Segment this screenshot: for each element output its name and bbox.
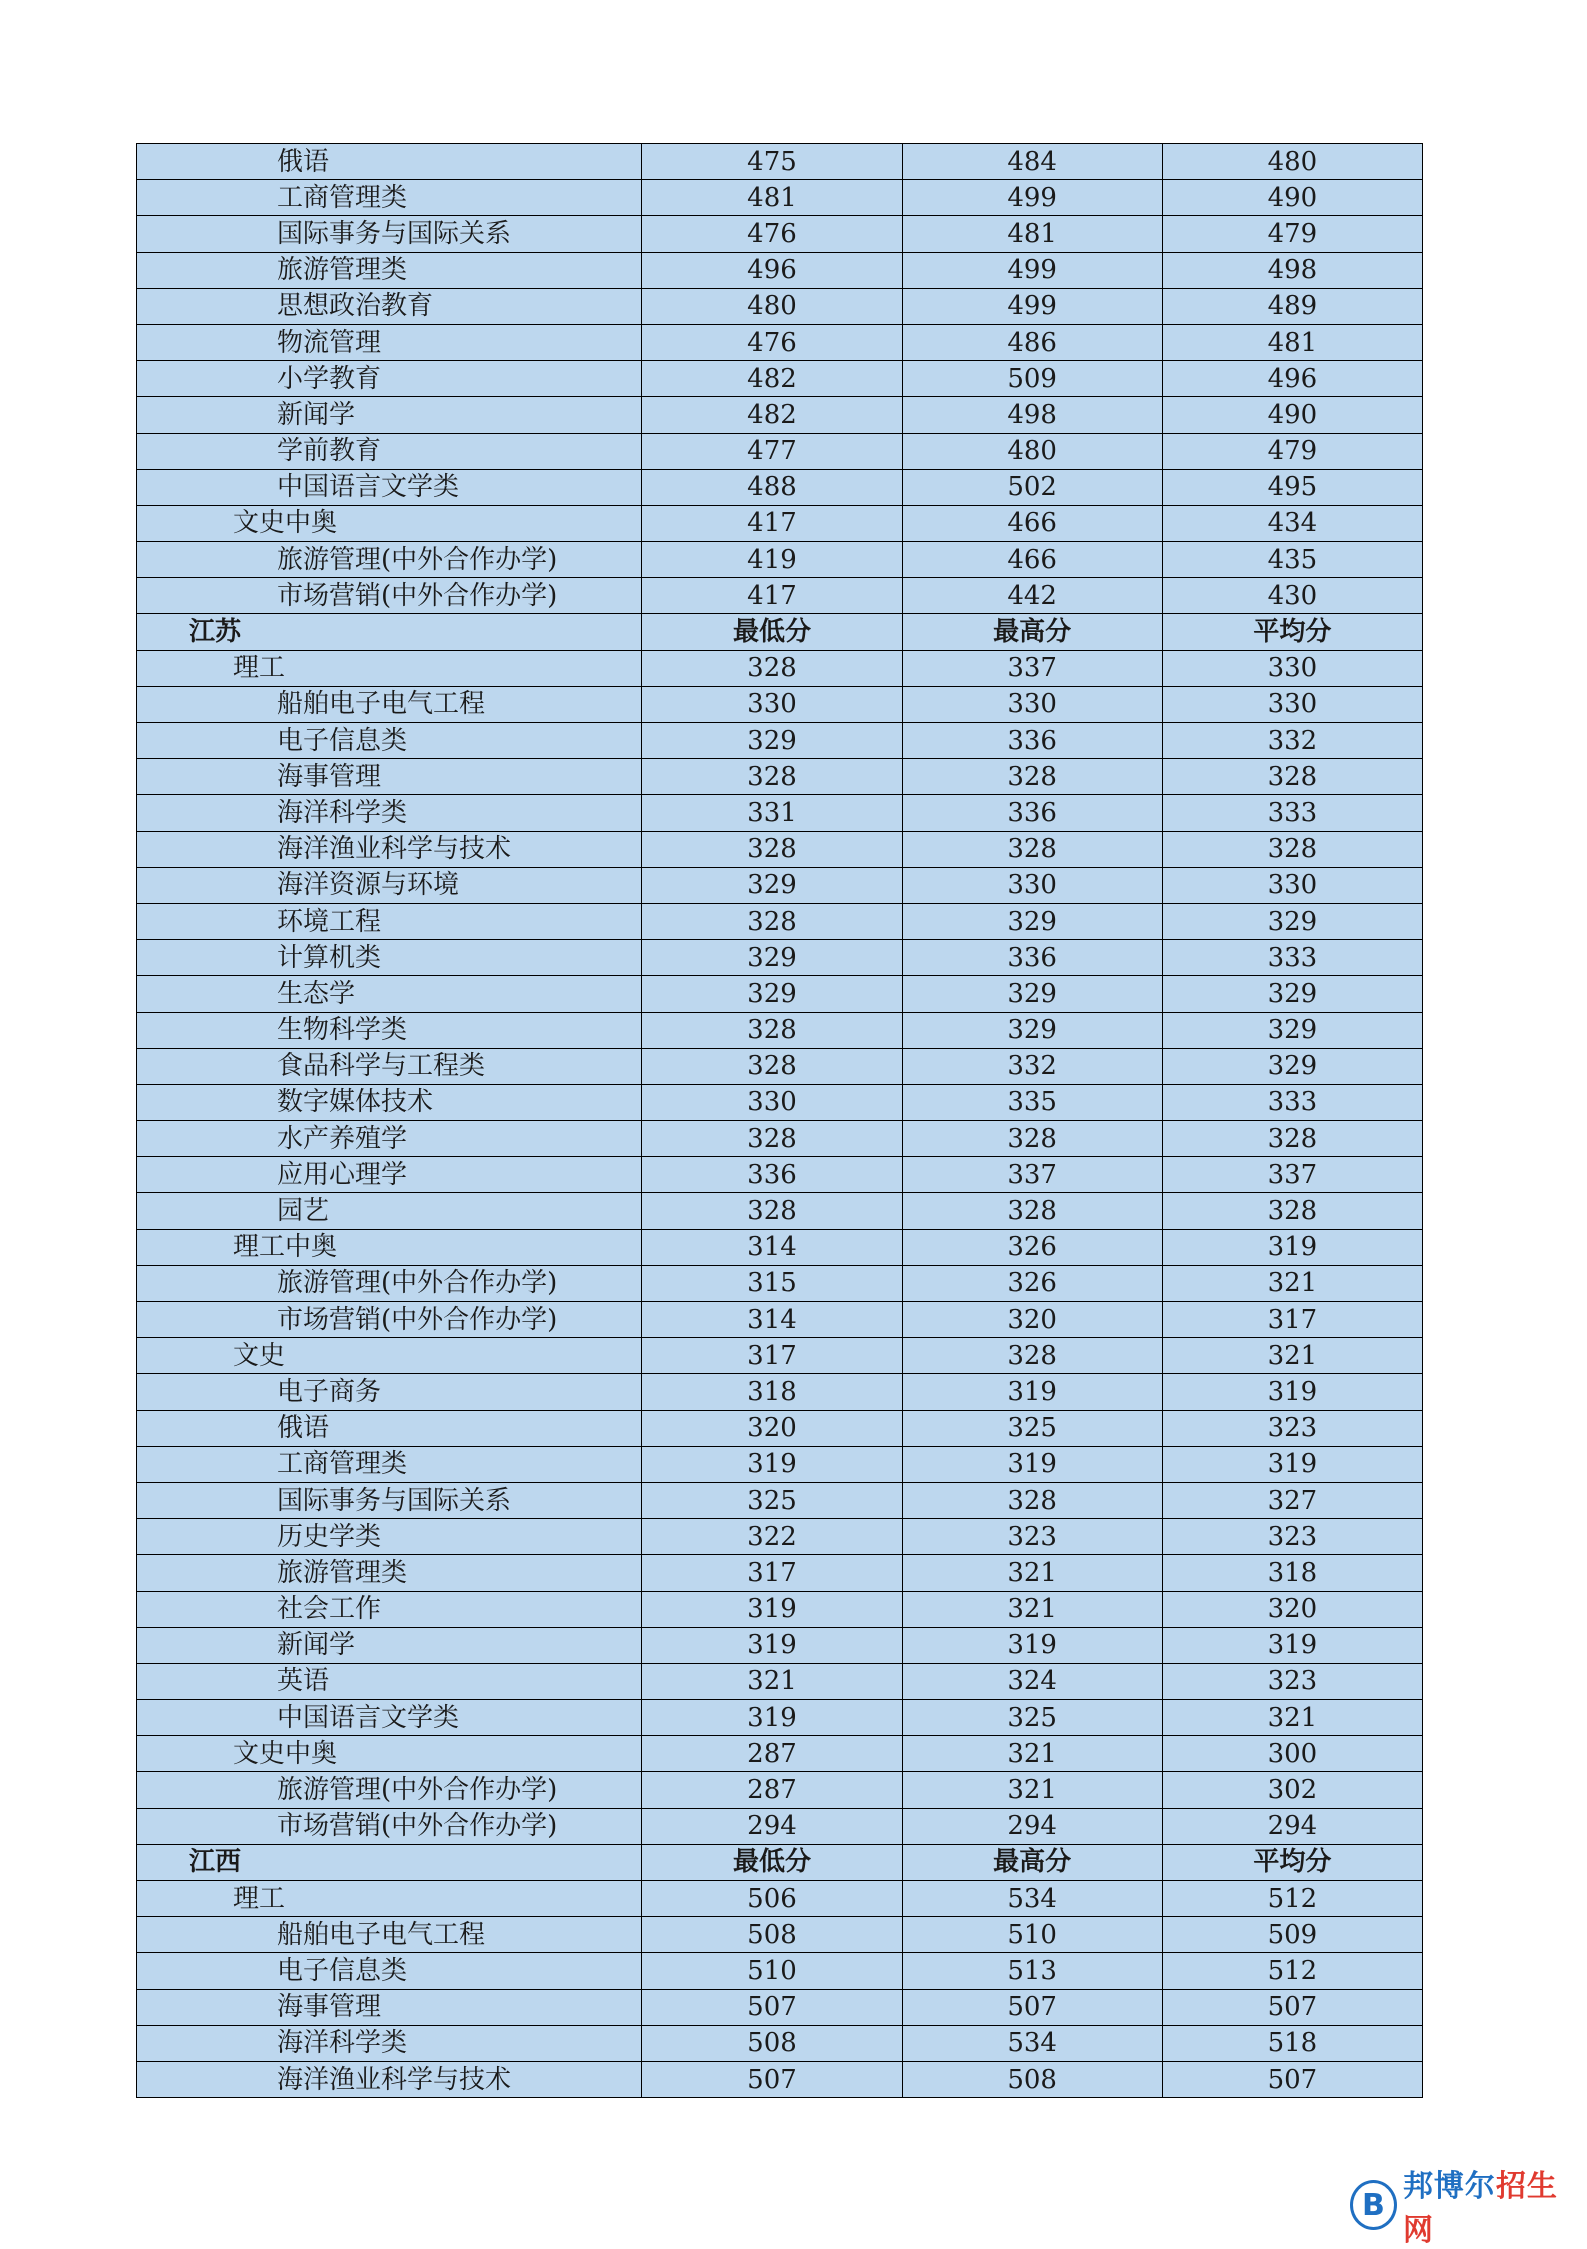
table-row (137, 723, 1423, 759)
row-min-score-cell: 477 (642, 433, 902, 469)
row-name-cell: 海洋科学类 (137, 795, 642, 831)
row-avg-score-cell: 323 (1162, 1410, 1422, 1446)
row-name-cell: 水产养殖学 (137, 1121, 642, 1157)
row-name-cell: 文史中奥 (137, 1736, 642, 1772)
table-row (137, 252, 1423, 288)
row-min-score-cell: 507 (642, 1989, 902, 2025)
table-row (137, 578, 1423, 614)
row-avg-score-cell: 294 (1162, 1808, 1422, 1844)
row-avg-score-cell: 434 (1162, 505, 1422, 541)
row-max-score-cell: 499 (902, 252, 1162, 288)
row-name-cell: 物流管理 (137, 324, 642, 360)
row-max-score-cell: 466 (902, 542, 1162, 578)
row-max-score-cell: 499 (902, 180, 1162, 216)
table-row (137, 1121, 1423, 1157)
table-row (137, 180, 1423, 216)
table-row (137, 288, 1423, 324)
table-row (137, 1663, 1423, 1699)
row-max-score-cell: 332 (902, 1048, 1162, 1084)
row-avg-score-cell: 496 (1162, 361, 1422, 397)
row-max-score-cell: 336 (902, 723, 1162, 759)
province-header-row (137, 1844, 1423, 1880)
row-name-cell: 海洋渔业科学与技术 (137, 831, 642, 867)
row-min-score-cell: 417 (642, 578, 902, 614)
row-avg-score-cell: 512 (1162, 1953, 1422, 1989)
row-min-score-cell: 488 (642, 469, 902, 505)
row-max-score-cell: 319 (902, 1374, 1162, 1410)
row-max-score-cell: 507 (902, 1989, 1162, 2025)
row-max-score-cell: 最高分 (902, 614, 1162, 650)
row-name-cell: 旅游管理类 (137, 252, 642, 288)
table-row (137, 686, 1423, 722)
row-avg-score-cell: 495 (1162, 469, 1422, 505)
row-avg-score-cell: 321 (1162, 1700, 1422, 1736)
row-min-score-cell: 287 (642, 1772, 902, 1808)
row-max-score-cell: 328 (902, 1121, 1162, 1157)
row-min-score-cell: 508 (642, 2025, 902, 2061)
row-min-score-cell: 328 (642, 1193, 902, 1229)
row-min-score-cell: 330 (642, 1084, 902, 1120)
row-name-cell: 新闻学 (137, 1627, 642, 1663)
row-avg-score-cell: 320 (1162, 1591, 1422, 1627)
row-name-cell: 国际事务与国际关系 (137, 216, 642, 252)
table-row (137, 903, 1423, 939)
row-min-score-cell: 315 (642, 1265, 902, 1301)
row-min-score-cell: 330 (642, 686, 902, 722)
row-name-cell: 历史学类 (137, 1519, 642, 1555)
row-min-score-cell: 319 (642, 1627, 902, 1663)
brand-name-part1: 邦博尔 (1402, 2169, 1496, 2204)
row-avg-score-cell: 330 (1162, 686, 1422, 722)
row-max-score-cell: 328 (902, 831, 1162, 867)
row-avg-score-cell: 329 (1162, 1012, 1422, 1048)
brand-name-part2: 招生网 (1402, 2169, 1558, 2248)
row-name-cell: 海洋资源与环境 (137, 867, 642, 903)
row-min-score-cell: 475 (642, 144, 902, 180)
row-avg-score-cell: 330 (1162, 867, 1422, 903)
row-name-cell: 计算机类 (137, 940, 642, 976)
row-max-score-cell: 326 (902, 1265, 1162, 1301)
row-max-score-cell: 498 (902, 397, 1162, 433)
row-avg-score-cell: 507 (1162, 1989, 1422, 2025)
row-name-cell: 文史中奥 (137, 505, 642, 541)
table-row (137, 976, 1423, 1012)
table-row (137, 1700, 1423, 1736)
row-max-score-cell: 328 (902, 759, 1162, 795)
category-row (137, 1881, 1423, 1917)
table-row (137, 1808, 1423, 1844)
row-max-score-cell: 499 (902, 288, 1162, 324)
table-row (137, 542, 1423, 578)
row-avg-score-cell: 507 (1162, 2061, 1422, 2097)
row-name-cell: 数字媒体技术 (137, 1084, 642, 1120)
row-max-score-cell: 328 (902, 1193, 1162, 1229)
row-min-score-cell: 328 (642, 1012, 902, 1048)
category-row (137, 1736, 1423, 1772)
row-max-score-cell: 325 (902, 1700, 1162, 1736)
row-min-score-cell: 319 (642, 1591, 902, 1627)
row-max-score-cell: 534 (902, 2025, 1162, 2061)
row-min-score-cell: 318 (642, 1374, 902, 1410)
row-avg-score-cell: 328 (1162, 1193, 1422, 1229)
row-avg-score-cell: 479 (1162, 433, 1422, 469)
row-name-cell: 中国语言文学类 (137, 1700, 642, 1736)
row-avg-score-cell: 480 (1162, 144, 1422, 180)
row-min-score-cell: 510 (642, 1953, 902, 1989)
table-row (137, 361, 1423, 397)
table-row (137, 397, 1423, 433)
row-name-cell: 旅游管理(中外合作办学) (137, 1772, 642, 1808)
row-max-score-cell: 509 (902, 361, 1162, 397)
row-avg-score-cell: 302 (1162, 1772, 1422, 1808)
row-max-score-cell: 330 (902, 867, 1162, 903)
table-row (137, 2025, 1423, 2061)
table-row (137, 469, 1423, 505)
row-avg-score-cell: 490 (1162, 180, 1422, 216)
row-max-score-cell: 319 (902, 1627, 1162, 1663)
table-row (137, 1374, 1423, 1410)
brand-name (1403, 2161, 1576, 2249)
category-row (137, 1229, 1423, 1265)
row-name-cell: 旅游管理(中外合作办学) (137, 1265, 642, 1301)
row-min-score-cell: 482 (642, 397, 902, 433)
row-min-score-cell: 314 (642, 1229, 902, 1265)
row-min-score-cell: 329 (642, 940, 902, 976)
row-max-score-cell: 330 (902, 686, 1162, 722)
row-name-cell: 学前教育 (137, 433, 642, 469)
score-table (136, 143, 1423, 2098)
category-row (137, 1338, 1423, 1374)
table-row (137, 1265, 1423, 1301)
row-max-score-cell: 534 (902, 1881, 1162, 1917)
row-min-score-cell: 320 (642, 1410, 902, 1446)
row-min-score-cell: 328 (642, 831, 902, 867)
row-min-score-cell: 322 (642, 1519, 902, 1555)
row-min-score-cell: 417 (642, 505, 902, 541)
table-row (137, 1446, 1423, 1482)
row-max-score-cell: 337 (902, 650, 1162, 686)
row-max-score-cell: 513 (902, 1953, 1162, 1989)
row-name-cell: 中国语言文学类 (137, 469, 642, 505)
row-min-score-cell: 325 (642, 1482, 902, 1518)
row-name-cell: 市场营销(中外合作办学) (137, 1808, 642, 1844)
row-avg-score-cell: 329 (1162, 903, 1422, 939)
row-name-cell: 江西 (137, 1844, 642, 1880)
watermark (1350, 2169, 1576, 2248)
row-name-cell: 江苏 (137, 614, 642, 650)
row-name-cell: 小学教育 (137, 361, 642, 397)
row-name-cell: 旅游管理(中外合作办学) (137, 542, 642, 578)
row-min-score-cell: 328 (642, 1048, 902, 1084)
row-max-score-cell: 321 (902, 1555, 1162, 1591)
row-name-cell: 生态学 (137, 976, 642, 1012)
row-avg-score-cell: 328 (1162, 1121, 1422, 1157)
table-row (137, 1084, 1423, 1120)
table-row (137, 1917, 1423, 1953)
row-min-score-cell: 最低分 (642, 1844, 902, 1880)
province-header-row (137, 614, 1423, 650)
row-avg-score-cell: 435 (1162, 542, 1422, 578)
row-max-score-cell: 486 (902, 324, 1162, 360)
category-row (137, 650, 1423, 686)
row-name-cell: 理工中奥 (137, 1229, 642, 1265)
row-max-score-cell: 442 (902, 578, 1162, 614)
row-max-score-cell: 321 (902, 1591, 1162, 1627)
row-min-score-cell: 336 (642, 1157, 902, 1193)
row-name-cell: 英语 (137, 1663, 642, 1699)
row-avg-score-cell: 328 (1162, 831, 1422, 867)
row-avg-score-cell: 323 (1162, 1519, 1422, 1555)
row-max-score-cell: 510 (902, 1917, 1162, 1953)
table-row (137, 2061, 1423, 2097)
row-min-score-cell: 287 (642, 1736, 902, 1772)
row-max-score-cell: 336 (902, 795, 1162, 831)
row-avg-score-cell: 490 (1162, 397, 1422, 433)
table-row (137, 1953, 1423, 1989)
row-name-cell: 旅游管理类 (137, 1555, 642, 1591)
row-avg-score-cell: 平均分 (1162, 614, 1422, 650)
row-avg-score-cell: 333 (1162, 940, 1422, 976)
row-max-score-cell: 337 (902, 1157, 1162, 1193)
row-avg-score-cell: 300 (1162, 1736, 1422, 1772)
row-max-score-cell: 335 (902, 1084, 1162, 1120)
table-row (137, 1302, 1423, 1338)
row-name-cell: 市场营销(中外合作办学) (137, 1302, 642, 1338)
row-avg-score-cell: 319 (1162, 1229, 1422, 1265)
score-table-body (137, 144, 1423, 2098)
row-min-score-cell: 328 (642, 903, 902, 939)
row-avg-score-cell: 498 (1162, 252, 1422, 288)
row-max-score-cell: 最高分 (902, 1844, 1162, 1880)
table-row (137, 867, 1423, 903)
row-min-score-cell: 331 (642, 795, 902, 831)
row-avg-score-cell: 333 (1162, 1084, 1422, 1120)
row-avg-score-cell: 平均分 (1162, 1844, 1422, 1880)
row-min-score-cell: 最低分 (642, 614, 902, 650)
table-row (137, 1012, 1423, 1048)
row-min-score-cell: 328 (642, 650, 902, 686)
table-row (137, 1193, 1423, 1229)
table-row (137, 1555, 1423, 1591)
row-max-score-cell: 328 (902, 1482, 1162, 1518)
row-min-score-cell: 506 (642, 1881, 902, 1917)
row-avg-score-cell: 319 (1162, 1374, 1422, 1410)
row-min-score-cell: 496 (642, 252, 902, 288)
brand-logo-icon: B (1350, 2180, 1397, 2230)
row-name-cell: 船舶电子电气工程 (137, 1917, 642, 1953)
row-max-score-cell: 328 (902, 1338, 1162, 1374)
row-avg-score-cell: 317 (1162, 1302, 1422, 1338)
row-max-score-cell: 508 (902, 2061, 1162, 2097)
row-min-score-cell: 482 (642, 361, 902, 397)
row-max-score-cell: 329 (902, 976, 1162, 1012)
row-name-cell: 理工 (137, 650, 642, 686)
row-max-score-cell: 466 (902, 505, 1162, 541)
row-avg-score-cell: 332 (1162, 723, 1422, 759)
row-avg-score-cell: 481 (1162, 324, 1422, 360)
row-avg-score-cell: 512 (1162, 1881, 1422, 1917)
row-name-cell: 应用心理学 (137, 1157, 642, 1193)
row-name-cell: 文史 (137, 1338, 642, 1374)
table-row (137, 433, 1423, 469)
row-name-cell: 海洋科学类 (137, 2025, 642, 2061)
row-min-score-cell: 328 (642, 759, 902, 795)
row-avg-score-cell: 328 (1162, 759, 1422, 795)
row-max-score-cell: 336 (902, 940, 1162, 976)
category-row (137, 505, 1423, 541)
row-max-score-cell: 502 (902, 469, 1162, 505)
row-max-score-cell: 320 (902, 1302, 1162, 1338)
row-max-score-cell: 324 (902, 1663, 1162, 1699)
row-min-score-cell: 329 (642, 867, 902, 903)
row-min-score-cell: 294 (642, 1808, 902, 1844)
row-min-score-cell: 481 (642, 180, 902, 216)
row-name-cell: 船舶电子电气工程 (137, 686, 642, 722)
row-max-score-cell: 325 (902, 1410, 1162, 1446)
row-name-cell: 市场营销(中外合作办学) (137, 578, 642, 614)
row-avg-score-cell: 319 (1162, 1627, 1422, 1663)
row-max-score-cell: 329 (902, 1012, 1162, 1048)
row-min-score-cell: 329 (642, 723, 902, 759)
row-name-cell: 俄语 (137, 144, 642, 180)
row-name-cell: 生物科学类 (137, 1012, 642, 1048)
row-min-score-cell: 419 (642, 542, 902, 578)
row-min-score-cell: 476 (642, 216, 902, 252)
row-min-score-cell: 317 (642, 1338, 902, 1374)
row-min-score-cell: 329 (642, 976, 902, 1012)
table-row (137, 795, 1423, 831)
row-avg-score-cell: 518 (1162, 2025, 1422, 2061)
table-row (137, 324, 1423, 360)
row-max-score-cell: 319 (902, 1446, 1162, 1482)
row-min-score-cell: 508 (642, 1917, 902, 1953)
table-row (137, 940, 1423, 976)
row-avg-score-cell: 321 (1162, 1338, 1422, 1374)
table-row (137, 1157, 1423, 1193)
row-avg-score-cell: 479 (1162, 216, 1422, 252)
row-max-score-cell: 321 (902, 1736, 1162, 1772)
row-avg-score-cell: 329 (1162, 1048, 1422, 1084)
row-name-cell: 海事管理 (137, 759, 642, 795)
row-name-cell: 俄语 (137, 1410, 642, 1446)
row-name-cell: 电子信息类 (137, 1953, 642, 1989)
row-avg-score-cell: 319 (1162, 1446, 1422, 1482)
row-avg-score-cell: 323 (1162, 1663, 1422, 1699)
table-row (137, 759, 1423, 795)
row-name-cell: 思想政治教育 (137, 288, 642, 324)
row-min-score-cell: 507 (642, 2061, 902, 2097)
row-min-score-cell: 319 (642, 1700, 902, 1736)
row-min-score-cell: 319 (642, 1446, 902, 1482)
row-min-score-cell: 480 (642, 288, 902, 324)
table-row (137, 1591, 1423, 1627)
table-row (137, 831, 1423, 867)
row-avg-score-cell: 489 (1162, 288, 1422, 324)
row-name-cell: 电子商务 (137, 1374, 642, 1410)
row-min-score-cell: 314 (642, 1302, 902, 1338)
row-avg-score-cell: 321 (1162, 1265, 1422, 1301)
row-max-score-cell: 321 (902, 1772, 1162, 1808)
row-name-cell: 工商管理类 (137, 1446, 642, 1482)
row-name-cell: 海洋渔业科学与技术 (137, 2061, 642, 2097)
row-avg-score-cell: 337 (1162, 1157, 1422, 1193)
row-name-cell: 新闻学 (137, 397, 642, 433)
row-max-score-cell: 294 (902, 1808, 1162, 1844)
table-row (137, 1048, 1423, 1084)
row-max-score-cell: 323 (902, 1519, 1162, 1555)
row-avg-score-cell: 329 (1162, 976, 1422, 1012)
row-name-cell: 海事管理 (137, 1989, 642, 2025)
row-name-cell: 理工 (137, 1881, 642, 1917)
table-row (137, 1989, 1423, 2025)
row-avg-score-cell: 330 (1162, 650, 1422, 686)
row-max-score-cell: 326 (902, 1229, 1162, 1265)
row-avg-score-cell: 318 (1162, 1555, 1422, 1591)
table-row (137, 144, 1423, 180)
row-avg-score-cell: 430 (1162, 578, 1422, 614)
row-name-cell: 园艺 (137, 1193, 642, 1229)
row-min-score-cell: 328 (642, 1121, 902, 1157)
row-max-score-cell: 480 (902, 433, 1162, 469)
row-min-score-cell: 476 (642, 324, 902, 360)
row-min-score-cell: 317 (642, 1555, 902, 1591)
row-name-cell: 环境工程 (137, 903, 642, 939)
row-min-score-cell: 321 (642, 1663, 902, 1699)
table-row (137, 1482, 1423, 1518)
row-avg-score-cell: 509 (1162, 1917, 1422, 1953)
row-name-cell: 国际事务与国际关系 (137, 1482, 642, 1518)
row-max-score-cell: 484 (902, 144, 1162, 180)
row-name-cell: 电子信息类 (137, 723, 642, 759)
table-row (137, 216, 1423, 252)
row-avg-score-cell: 327 (1162, 1482, 1422, 1518)
row-max-score-cell: 481 (902, 216, 1162, 252)
table-row (137, 1772, 1423, 1808)
row-name-cell: 食品科学与工程类 (137, 1048, 642, 1084)
table-row (137, 1410, 1423, 1446)
table-row (137, 1519, 1423, 1555)
row-max-score-cell: 329 (902, 903, 1162, 939)
table-row (137, 1627, 1423, 1663)
row-avg-score-cell: 333 (1162, 795, 1422, 831)
row-name-cell: 社会工作 (137, 1591, 642, 1627)
row-name-cell: 工商管理类 (137, 180, 642, 216)
